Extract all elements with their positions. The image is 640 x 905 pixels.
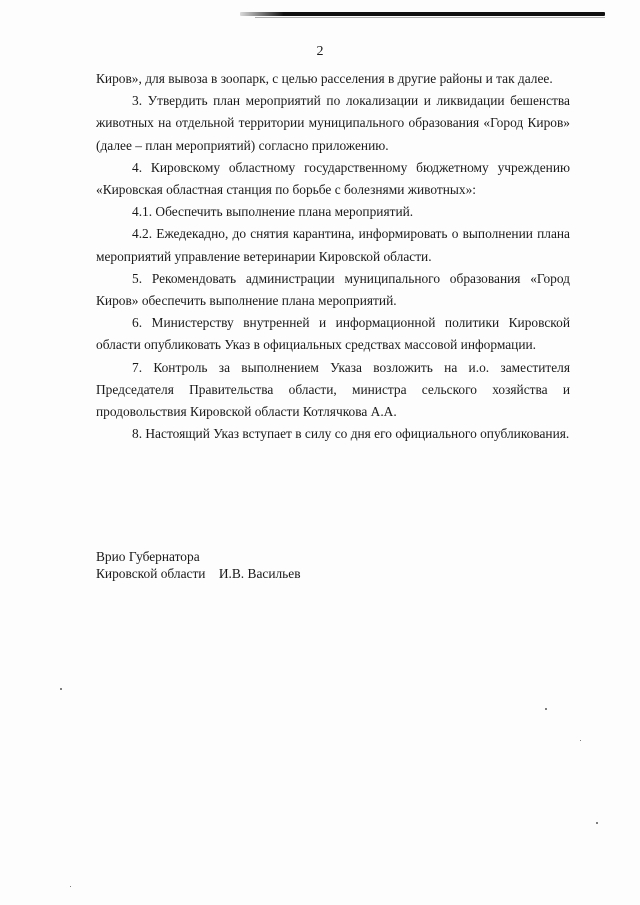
signature-block [96,548,301,582]
paragraph-item-6: 6. Министерству внутренней и информационной политики Кировской области опубликовать Указ в официальных средствах массовой информации. [96,315,570,353]
signature-position: Врио Губернатора [96,549,200,564]
scan-edge-mark [240,12,605,16]
paragraph-continuation: Киров», для вывоза в зоопарк, с целью расселения в другие районы и так далее. [96,71,553,86]
scan-speck [60,688,62,690]
scan-speck [70,886,71,887]
scan-speck [596,822,598,824]
scan-speck [580,740,581,741]
scan-edge-mark-thin [255,17,605,18]
paragraph-item-8: 8. Настоящий Указ вступает в силу со дня его официального опубликования. [132,426,570,442]
signature-region-and-name: Кировской области И.В. Васильев [96,566,301,581]
paragraph-item-7: 7. Контроль за выполнением Указа возложить на и.о. заместителя Председателя Правительства области, министра сельского хозяйства и продовольствия Кировской области Котлячкова А.А. [96,359,570,420]
paragraph-item-4-2: 4.2. Ежедекадно, до снятия карантина, информировать о выполнении плана мероприятий управление ветеринарии Кировской области. [96,226,570,264]
paragraph-item-4: 4. Кировскому областному государственному бюджетному учреждению «Кировская областная станция по борьбе с болезнями животных»: [96,159,570,198]
paragraph-item-3: 3. Утвердить план мероприятий по локализации и ликвидации бешенства животных на отдельной территории муниципального образования «Город Киров» (далее – план мероприятий) согласно приложению. [96,93,570,153]
paragraph-item-5: 5. Рекомендовать администрации муниципального образования «Город Киров» обеспечить выполнение плана мероприятий. [96,270,570,309]
paragraph-item-4-1: 4.1. Обеспечить выполнение плана мероприятий. [132,204,414,220]
document-body [96,68,570,445]
scan-speck [545,708,547,710]
page-number: 2 [316,44,324,59]
